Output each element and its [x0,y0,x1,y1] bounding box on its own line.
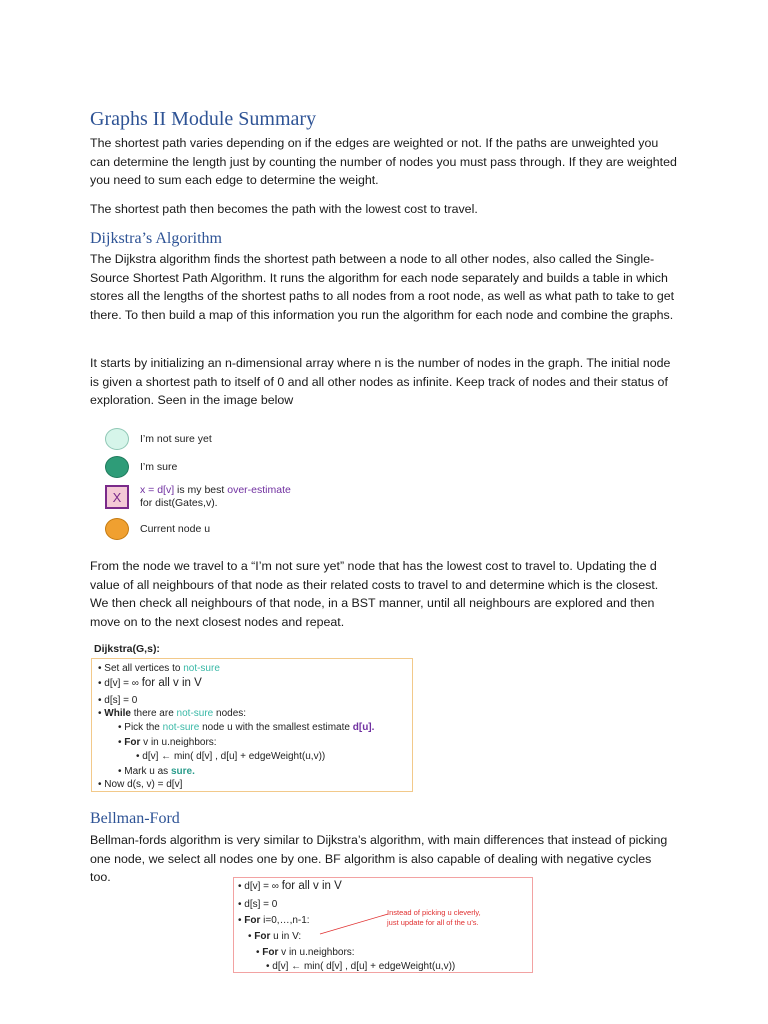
sure-circle-icon [105,456,129,478]
legend-label-sure: I’m sure [140,461,178,473]
estimate-highlight: over-estimate [227,484,291,496]
dijkstra-paragraph-1: The Dijkstra algorithm finds the shortest path between a node to all other nodes, also called the Single-Source Shortest Path Algorithm. It runs the algorithm for each node separately and builds a table in which stores all the lengths of the shortest paths to all nodes from a root node, as well as what path to take to get there. To then build a map of this information you run the algorithm for each node and combine the graphs. [90,252,675,322]
algo-line-8: • Mark u as sure. [118,766,195,777]
estimate-line-2: for dist(Gates,v). [140,497,218,509]
bf-annotation-note [387,908,481,928]
algo-line-6: • For v in u.neighbors: [118,737,217,748]
estimate-box-icon: X [105,485,129,509]
intro-paragraph-2: The shortest path then becomes the path with the lowest cost to travel. [90,202,478,216]
bf-line-1: • d[v] = ∞ for all v in V [238,880,342,892]
legend-label-estimate [140,484,291,510]
legend-label-current: Current node u [140,523,211,535]
page-title: Graphs II Module Summary [90,108,317,130]
dijkstra-paragraph-2: It starts by initializing an n-dimensional array where n is the number of nodes in the graph. The initial node is given a shortest path to itself of 0 and all other nodes as infinite. Keep track of nodes and their status of exploration. Seen in the image below [90,356,671,408]
bf-line-3: • For i=0,…,n-1: [238,915,310,926]
legend-row-estimate [96,482,291,512]
bf-line-2: • d[s] = 0 [238,899,278,910]
legend-row-not-sure [96,426,212,452]
algo-line-1: • Set all vertices to not-sure [98,663,220,674]
dijkstra-heading: Dijkstra’s Algorithm [90,230,222,247]
algo-line-7: • d[v] ← min( d[v] , d[u] + edgeWeight(u,v)) [136,751,326,762]
not-sure-circle-icon [105,428,129,450]
algo-line-2: • d[v] = ∞ for all v in V [98,677,202,689]
intro-paragraph-1: The shortest path varies depending on if the edges are weighted or not. If the paths are unweighted you can determine the length just by counting the number of nodes you must pass through. If they are weighted you need to sum each edge to determine the weight. [90,136,677,188]
estimate-mid: is my best [174,484,228,496]
algo-line-5: • Pick the not-sure node u with the smallest estimate d[u]. [118,722,375,733]
legend-row-sure [96,454,178,480]
bf-line-5: • For v in u.neighbors: [256,947,355,958]
annotation-arrow [316,908,390,938]
algo-line-9: • Now d(s, v) = d[v] [98,779,183,790]
bf-line-4: • For u in V: [248,931,302,942]
dijkstra-algo-box [91,658,413,792]
dijkstra-paragraph-3: From the node we travel to a “I’m not sure yet” node that has the lowest cost to travel to. Updating the d value of all neighbours of that node as their related costs to travel to and determine which is the closest. We then check all neighbours of that node, in a BST manner, until all neighbours are explored and then move on to the next closest nodes and repeat. [90,559,659,629]
note-line-1: Instead of picking u cleverly, [387,908,481,917]
legend-label-not-sure: I’m not sure yet [140,433,212,445]
bellman-paragraph: Bellman-fords algorithm is very similar to Dijkstra’s algorithm, with main differences that instead of picking one node, we select all nodes one by one. BF algorithm is also capable of dealing with negative cycles too. [90,833,668,885]
legend-row-current [96,516,211,542]
dijkstra-algo-title: Dijkstra(G,s): [94,643,160,655]
algo-line-3: • d[s] = 0 [98,695,138,706]
current-node-circle-icon [105,518,129,540]
bellman-heading: Bellman-Ford [90,810,180,827]
estimate-formula: x = d[v] [140,484,175,496]
bf-line-6: • d[v] ← min( d[v] , d[u] + edgeWeight(u,v)) [266,961,456,972]
algo-line-4: • While there are not-sure nodes: [98,708,247,719]
node-status-legend [96,420,291,542]
note-line-2: just update for all of the u’s. [387,918,479,927]
